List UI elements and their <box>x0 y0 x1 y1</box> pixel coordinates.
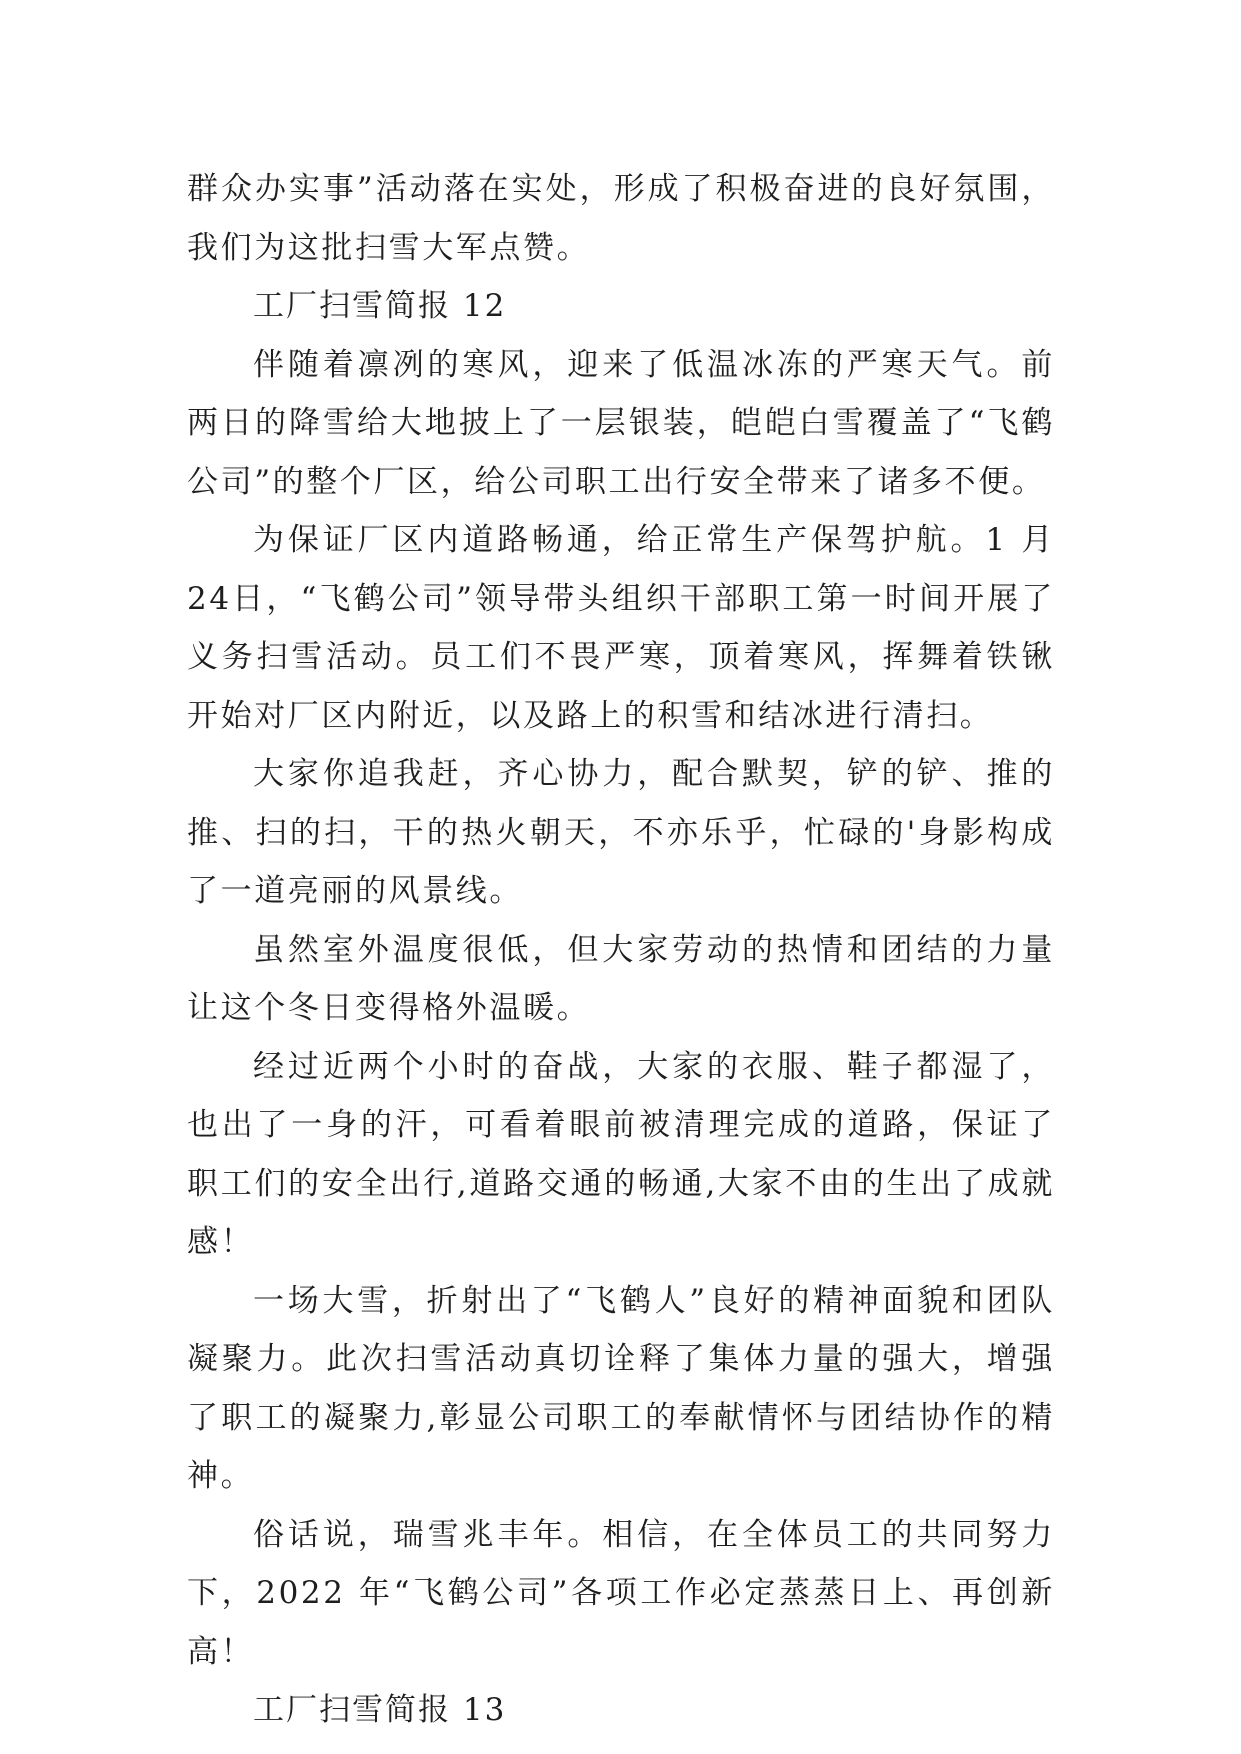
paragraph-warmth: 虽然室外温度很低，但大家劳动的热情和团结的力量让这个冬日变得格外温暖。 <box>187 931 1055 1026</box>
paragraph-spirit: 一场大雪，折射出了“飞鹤人”良好的精神面貌和团队凝聚力。此次扫雪活动真切诠释了集体力量的强大，增强了职工的凝聚力,彰显公司职工的奉献情怀与团结协作的精神。 <box>187 1282 1055 1494</box>
paragraph-continuation: 群众办实事”活动落在实处，形成了积极奋进的良好氛围，我们为这批扫雪大军点赞。 <box>187 171 1055 266</box>
section-heading-13: 工厂扫雪简报 13 <box>253 1692 507 1728</box>
section-heading-12: 工厂扫雪简报 12 <box>253 288 507 324</box>
document-body <box>187 160 1055 1740</box>
paragraph-outlook: 俗话说，瑞雪兆丰年。相信，在全体员工的共同努力下，2022 年“飞鹤公司”各项工作必定蒸蒸日上、再创新高！ <box>187 1516 1055 1670</box>
paragraph-teamwork: 大家你追我赶，齐心协力，配合默契，铲的铲、推的推、扫的扫，干的热火朝天，不亦乐乎，忙碌的'身影构成了一道亮丽的风景线。 <box>187 756 1055 909</box>
paragraph-weather: 伴随着凛冽的寒风，迎来了低温冰冻的严寒天气。前两日的降雪给大地披上了一层银装，皑皑白雪覆盖了“飞鹤公司”的整个厂区，给公司职工出行安全带来了诸多不便。 <box>187 346 1055 500</box>
paragraph-activity: 为保证厂区内道路畅通，给正常生产保驾护航。1 月 24日，“飞鹤公司”领导带头组织干部职工第一时间开展了义务扫雪活动。员工们不畏严寒，顶着寒风，挥舞着铁锹开始对厂区内附近，以及路上的积雪和结冰进行清扫。 <box>187 522 1055 734</box>
paragraph-result: 经过近两个小时的奋战，大家的衣服、鞋子都湿了，也出了一身的汗，可看着眼前被清理完成的道路，保证了职工们的安全出行,道路交通的畅通,大家不由的生出了成就感！ <box>187 1048 1055 1260</box>
